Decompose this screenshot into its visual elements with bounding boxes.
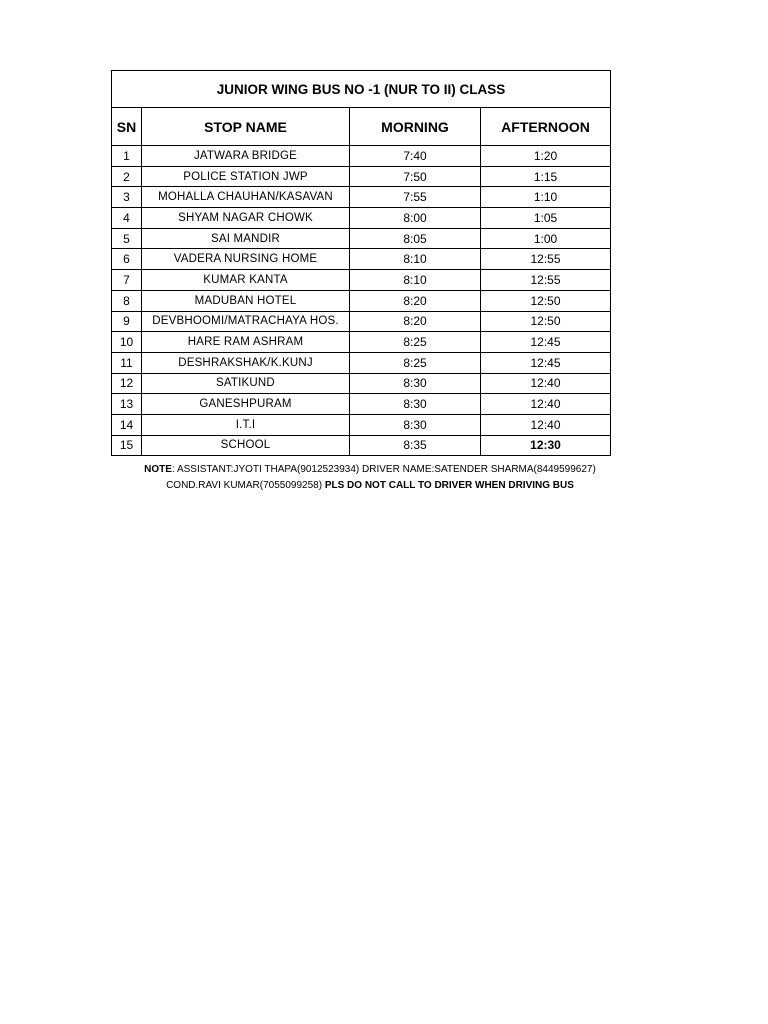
table-title: JUNIOR WING BUS NO -1 (NUR TO II) CLASS [112, 71, 611, 108]
table-row [112, 187, 611, 208]
row-sn: 4 [112, 208, 142, 229]
row-afternoon-time: 1:00 [481, 228, 611, 249]
note-warning: PLS DO NOT CALL TO DRIVER WHEN DRIVING BUS [324, 480, 574, 491]
row-morning-time: 8:30 [350, 373, 481, 394]
table-row [112, 435, 611, 456]
row-stop-name: DESHRAKSHAK/K.KUNJ [142, 352, 350, 373]
table-row [112, 146, 611, 167]
table-row [112, 208, 611, 229]
row-stop-name: VADERA NURSING HOME [142, 249, 350, 270]
row-morning-time: 8:20 [350, 290, 481, 311]
row-stop-name: JATWARA BRIDGE [142, 146, 350, 167]
row-stop-name: MADUBAN HOTEL [142, 290, 350, 311]
row-sn: 8 [112, 290, 142, 311]
table-row [112, 332, 611, 353]
bus-schedule-table [111, 70, 611, 456]
row-afternoon-time: 12:40 [481, 394, 611, 415]
row-sn: 1 [112, 146, 142, 167]
row-afternoon-time: 12:30 [481, 435, 611, 456]
row-sn: 14 [112, 414, 142, 435]
note-label: NOTE [144, 464, 172, 475]
table-body [112, 146, 611, 456]
row-stop-name: SCHOOL [142, 435, 350, 456]
row-stop-name: POLICE STATION JWP [142, 166, 350, 187]
row-sn: 6 [112, 249, 142, 270]
row-morning-time: 7:55 [350, 187, 481, 208]
row-stop-name: HARE RAM ASHRAM [142, 332, 350, 353]
row-stop-name: DEVBHOOMI/MATRACHAYA HOS. [142, 311, 350, 332]
note-line-1 [100, 462, 640, 478]
row-sn: 13 [112, 394, 142, 415]
row-morning-time: 7:40 [350, 146, 481, 167]
table-row [112, 414, 611, 435]
table-row [112, 352, 611, 373]
row-afternoon-time: 12:55 [481, 270, 611, 291]
row-morning-time: 8:30 [350, 394, 481, 415]
table-row [112, 394, 611, 415]
table-title-row [112, 71, 611, 108]
row-morning-time: 8:10 [350, 270, 481, 291]
row-stop-name: SAI MANDIR [142, 228, 350, 249]
row-morning-time: 8:35 [350, 435, 481, 456]
table-row [112, 166, 611, 187]
note-conductor-info: COND.RAVI KUMAR(7055099258) [166, 480, 325, 491]
row-sn: 10 [112, 332, 142, 353]
row-sn: 2 [112, 166, 142, 187]
row-morning-time: 8:10 [350, 249, 481, 270]
row-stop-name: SATIKUND [142, 373, 350, 394]
row-afternoon-time: 12:50 [481, 290, 611, 311]
row-sn: 3 [112, 187, 142, 208]
row-stop-name: MOHALLA CHAUHAN/KASAVAN [142, 187, 350, 208]
row-morning-time: 7:50 [350, 166, 481, 187]
row-morning-time: 8:00 [350, 208, 481, 229]
row-afternoon-time: 12:40 [481, 414, 611, 435]
row-sn: 9 [112, 311, 142, 332]
row-afternoon-time: 12:40 [481, 373, 611, 394]
row-morning-time: 8:20 [350, 311, 481, 332]
row-afternoon-time: 12:50 [481, 311, 611, 332]
row-morning-time: 8:25 [350, 352, 481, 373]
table-row [112, 270, 611, 291]
header-afternoon: AFTERNOON [481, 108, 611, 146]
table-row [112, 249, 611, 270]
row-stop-name: GANESHPURAM [142, 394, 350, 415]
row-afternoon-time: 1:20 [481, 146, 611, 167]
row-stop-name: I.T.I [142, 414, 350, 435]
row-afternoon-time: 12:45 [481, 332, 611, 353]
header-sn: SN [112, 108, 142, 146]
row-sn: 15 [112, 435, 142, 456]
row-afternoon-time: 1:05 [481, 208, 611, 229]
row-morning-time: 8:25 [350, 332, 481, 353]
row-sn: 5 [112, 228, 142, 249]
table-row [112, 373, 611, 394]
note-staff-info: : ASSISTANT:JYOTI THAPA(9012523934) DRIVER NAME:SATENDER SHARMA(8449599627) [171, 464, 596, 475]
row-sn: 7 [112, 270, 142, 291]
row-stop-name: SHYAM NAGAR CHOWK [142, 208, 350, 229]
table-header-row [112, 108, 611, 146]
table-row [112, 290, 611, 311]
row-afternoon-time: 1:10 [481, 187, 611, 208]
row-morning-time: 8:30 [350, 414, 481, 435]
header-morning: MORNING [350, 108, 481, 146]
row-stop-name: KUMAR KANTA [142, 270, 350, 291]
note-line-2 [100, 478, 640, 494]
table-row [112, 311, 611, 332]
row-afternoon-time: 12:55 [481, 249, 611, 270]
header-stop-name: STOP NAME [142, 108, 350, 146]
row-sn: 12 [112, 373, 142, 394]
row-afternoon-time: 12:45 [481, 352, 611, 373]
row-morning-time: 8:05 [350, 228, 481, 249]
row-sn: 11 [112, 352, 142, 373]
row-afternoon-time: 1:15 [481, 166, 611, 187]
table-row [112, 228, 611, 249]
